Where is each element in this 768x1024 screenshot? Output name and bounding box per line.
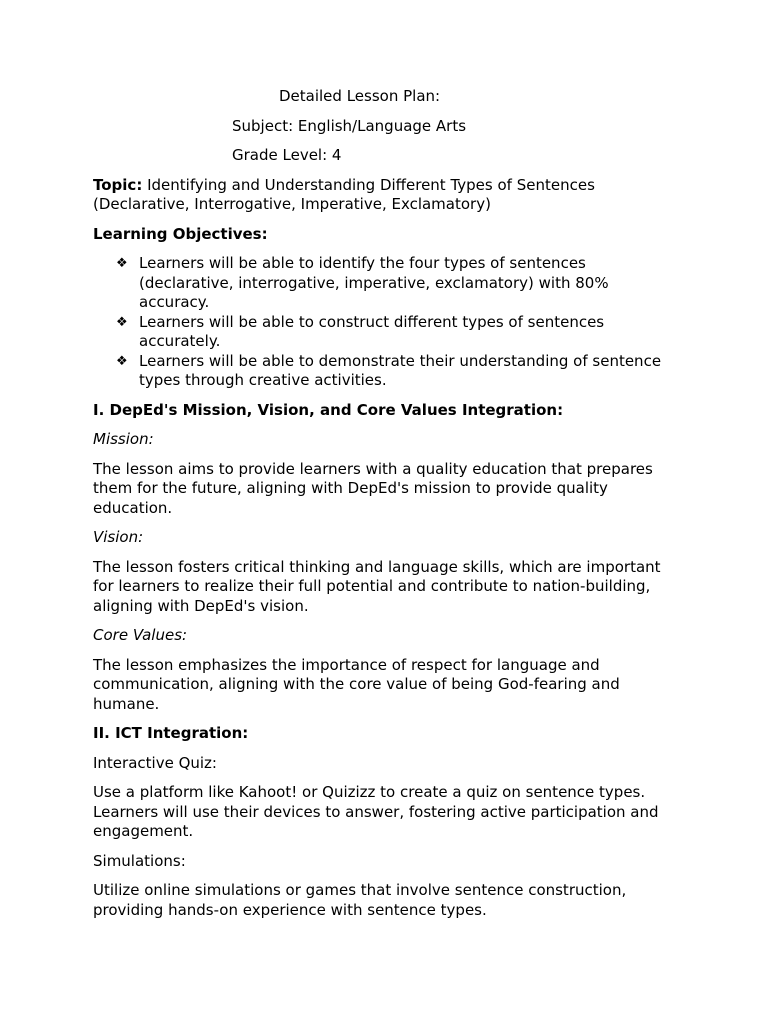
simulations-text: Utilize online simulations or games that involve sentence construction, providing hands-on experience with sentence types.	[93, 881, 627, 919]
topic-text: Identifying and Understanding Different Types of Sentences (Declarative, Interrogative, Imperative, Exclamatory)	[93, 175, 595, 213]
diamond-bullet-icon: ❖	[116, 256, 128, 271]
list-item	[93, 313, 683, 352]
objective-text: Learners will be able to construct different types of sentences accurately.	[139, 312, 605, 350]
objective-text: Learners will be able to identify the four types of sentences (declarative, interrogative, imperative, exclamatory) with 80% accuracy.	[139, 254, 609, 311]
simulations-label: Simulations:	[93, 851, 186, 870]
grade-level-line: Grade Level: 4	[232, 146, 342, 164]
core-values-label: Core Values:	[93, 626, 188, 644]
diamond-bullet-icon: ❖	[116, 353, 128, 369]
vision-text: The lesson fosters critical thinking and language skills, which are important for learners to realize their full potential and contribute to nation-building, aligning with DepEd's vision.	[93, 557, 661, 615]
document-body	[93, 87, 683, 930]
section-heading-ict: II. ICT Integration:	[93, 724, 249, 742]
vision-label: Vision:	[93, 528, 144, 546]
section-heading-mission-vision: I. DepEd's Mission, Vision, and Core Values Integration:	[93, 400, 564, 419]
page-title: Detailed Lesson Plan:	[279, 87, 441, 105]
mission-text: The lesson aims to provide learners with a quality education that prepares them for the future, aligning with DepEd's mission to provide quality education.	[93, 459, 653, 517]
list-item	[93, 352, 683, 391]
topic-paragraph	[93, 176, 683, 215]
objective-text: Learners will be able to demonstrate their understanding of sentence types through creative activities.	[139, 351, 662, 389]
objectives-heading: Learning Objectives:	[93, 224, 268, 243]
quiz-text: Use a platform like Kahoot! or Quizizz to create a quiz on sentence types. Learners will use their devices to answer, fostering active participation and engagement.	[93, 783, 659, 840]
mission-label: Mission:	[93, 430, 154, 448]
quiz-label: Interactive Quiz:	[93, 753, 217, 772]
core-values-text: The lesson emphasizes the importance of respect for language and communication, aligning with the core value of being God-fearing and humane.	[93, 655, 620, 713]
objectives-list	[93, 254, 683, 391]
topic-label: Topic:	[93, 175, 143, 194]
list-item	[93, 254, 683, 313]
diamond-bullet-icon: ❖	[116, 314, 128, 330]
subject-line: Subject: English/Language Arts	[232, 116, 467, 135]
